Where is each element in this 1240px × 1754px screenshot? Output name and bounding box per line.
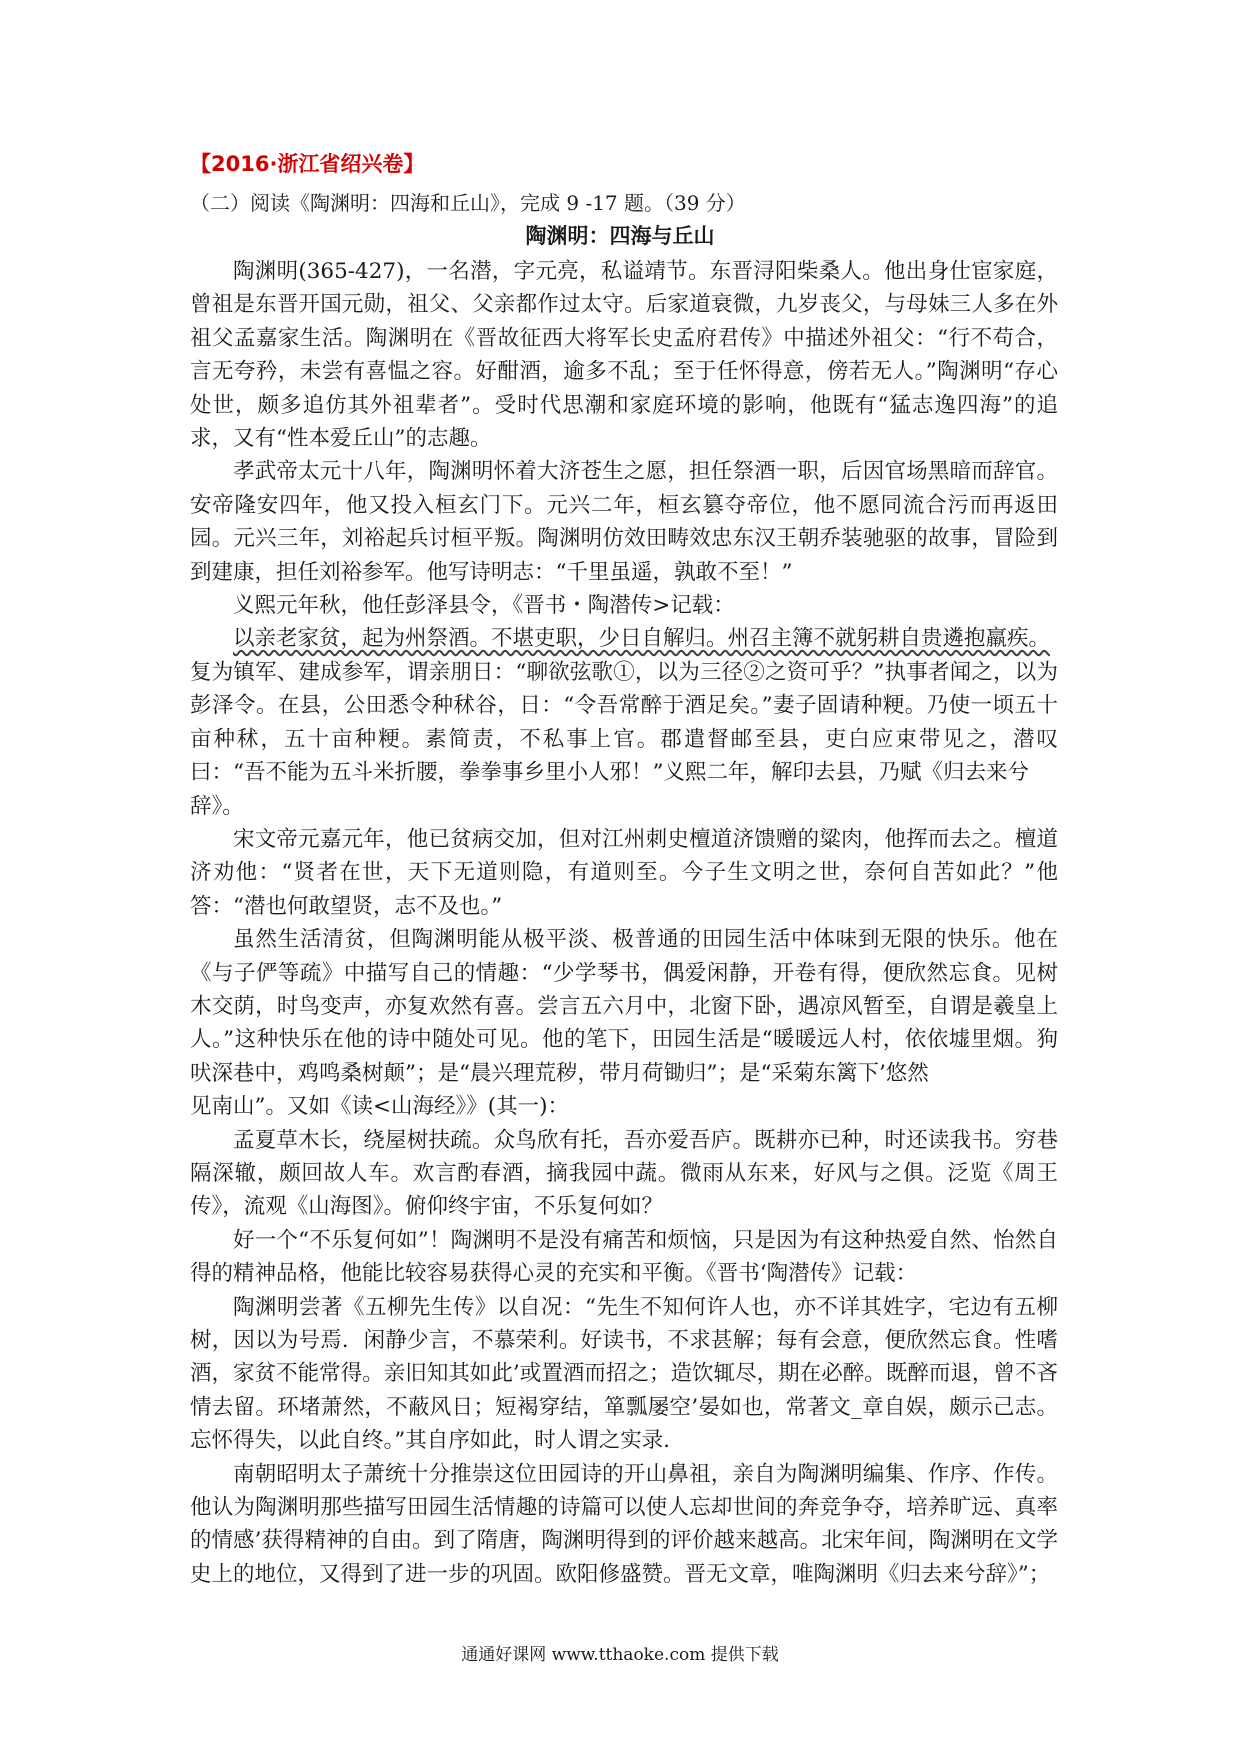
article-body — [190, 255, 1058, 1591]
article-title: 陶渊明：四海与丘山 — [525, 224, 715, 248]
paragraph-9: 南朝昭明太子萧统十分推崇这位田园诗的开山鼻祖，亲自为陶渊明编集、作序、作传。他认为陶渊明那些描写田园生活情趣的诗篇可以使人忘却世间的奔竞争夺，培养旷远、真率的情感’获得精神的自由。到了隋唐，陶渊明得到的评价越来越高。北宋年间，陶渊明在文学史上的地位，又得到了进一步的巩固。欧阳修盛赞。晋无文章，唯陶渊明《归去来兮辞》”； — [190, 1461, 1058, 1587]
paragraph-7: 好一个“不乐复何如”！陶渊明不是没有痛苦和烦恼，只是因为有这种热爱自然、怡然自得的精神品格，他能比较容易获得心灵的充实和平衡。《晋书‘陶潜传》记载： — [190, 1227, 1058, 1287]
paragraph-8: 陶渊明尝著《五柳先生传》以自况：“先生不知何许人也，亦不详其姓字，宅边有五柳树，因以为号焉．闲静少言，不慕荣利。好读书，不求甚解；每有会意，便欣然忘食。性嗜酒，家贫不能常得。亲旧知其如此’或置酒而招之；造饮辄尽，期在必醉。既醉而退，曾不吝情去留。环堵萧然，不蔽风日；短褐穿结，箪瓢屡空’晏如也，常著文_章自娱，颇示己志。忘怀得失，以此自终。”其自序如此，时人谓之实录． — [190, 1294, 1058, 1454]
poem-passage: 孟夏草木长，绕屋树扶疏。众鸟欣有托，吾亦爱吾庐。既耕亦已种，时还读我书。穷巷隔深辙，颇回故人车。欢言酌春酒，摘我园中蔬。微雨从东来，好风与之俱。泛览《周王传》，流观《山海图》。俯仰终宇宙，不乐复何如？ — [190, 1127, 1058, 1220]
paragraph-5: 宋文帝元嘉元年，他已贫病交加，但对江州刺史檀道济馈赠的粱肉，他挥而去之。檀道济劝他：“贤者在世，天下无道则隐，有道则至。今子生文明之世，奈何自苦如此？”他答：“潜也何敢望贤，志不及也。” — [190, 826, 1058, 919]
question-instruction: （二）阅读《陶渊明：四海和丘山》，完成 9 -17 题。（39 分） — [190, 191, 746, 215]
paragraph-4-end: 辞》。 — [190, 793, 244, 819]
paragraph-6: 虽然生活清贫，但陶渊明能从极平淡、极普通的田园生活中体味到无限的快乐。他在《与子俨等疏》中描写自己的情趣：“少学琴书，偶爱闲静，开卷有得，便欣然忘食。见树木交荫，时鸟变声，亦复欢然有喜。尝言五六月中，北窗下卧，遇凉风暂至，自谓是羲皇上人。”这种快乐在他的诗中随处可见。他的笔下，田园生活是“暖暖远人村，依依墟里烟。狗吠深巷中，鸡鸣桑树颠”；是“晨兴理荒秽，带月荷锄归”；是“采菊东篱下’悠然 — [190, 927, 1058, 1086]
paragraph-4: 复为镇军、建成参军，谓亲朋日：“聊欲弦歌①，以为三径②之资可乎？”执事者闻之，以为彭泽令。在县，公田悉令种秫谷，日：“令吾常醉于酒足矣。”妻子固请种粳。乃使一顷五十亩种秫，五十亩种粳。素简责，不私事上官。郡遣督邮至县，吏白应束带见之，潜叹曰：“吾不能为五斗米折腰，拳拳事乡里小人邪！”义熙二年，解印去县，乃赋《归去来兮 — [190, 659, 1058, 786]
source-tag: 【2016·浙江省绍兴卷】 — [190, 152, 425, 176]
paragraph-6-end: 见南山”。又如《读<山海经》》(其一)： — [190, 1094, 570, 1120]
paragraph-2: 孝武帝太元十八年，陶渊明怀着大济苍生之愿，担任祭酒一职，后因官场黑暗而辞官。安帝隆安四年，他又投入桓玄门下。元兴二年，桓玄篡夺帝位，他不愿同流合污而再返田园。元兴三年，刘裕起兵讨桓平叛。陶渊明仿效田畴效忠东汉王朝乔装驰驱的故事，冒险到到建康，担任刘裕参军。他写诗明志：“千里虽遥，孰敢不至！” — [190, 459, 1058, 585]
paragraph-1: 陶渊明(365-427)，一名潜，字元亮，私谥靖节。东晋浔阳柴桑人。他出身仕宦家庭，曾祖是东晋开国元勋，祖父、父亲都作过太守。后家道衰微，九岁丧父，与母妹三人多在外祖父孟嘉家生活。陶渊明在《晋故征西大将军长史孟府君传》中描述外祖父：“行不苟合，言无夸矜，未尝有喜愠之容。好酣酒，逾多不乱；至于任怀得意，傍若无人。”陶渊明“存心处世，颇多追仿其外祖辈者”。受时代思潮和家庭环境的影响，他既有“猛志逸四海”的追求，又有“性本爱丘山”的志趣。 — [190, 259, 1058, 452]
quoted-passage: 以亲老家贫，起为州祭酒。不堪吏职，少日自解归。州召主簿不就躬耕自贵遴抱羸疾。 — [233, 626, 1051, 652]
paragraph-3: 义熙元年秋，他任彭泽县令，《晋书・陶潜传>记载： — [233, 593, 735, 619]
page-footer: 通通好课网 www.tthaoke.com 提供下载 — [461, 1645, 779, 1665]
